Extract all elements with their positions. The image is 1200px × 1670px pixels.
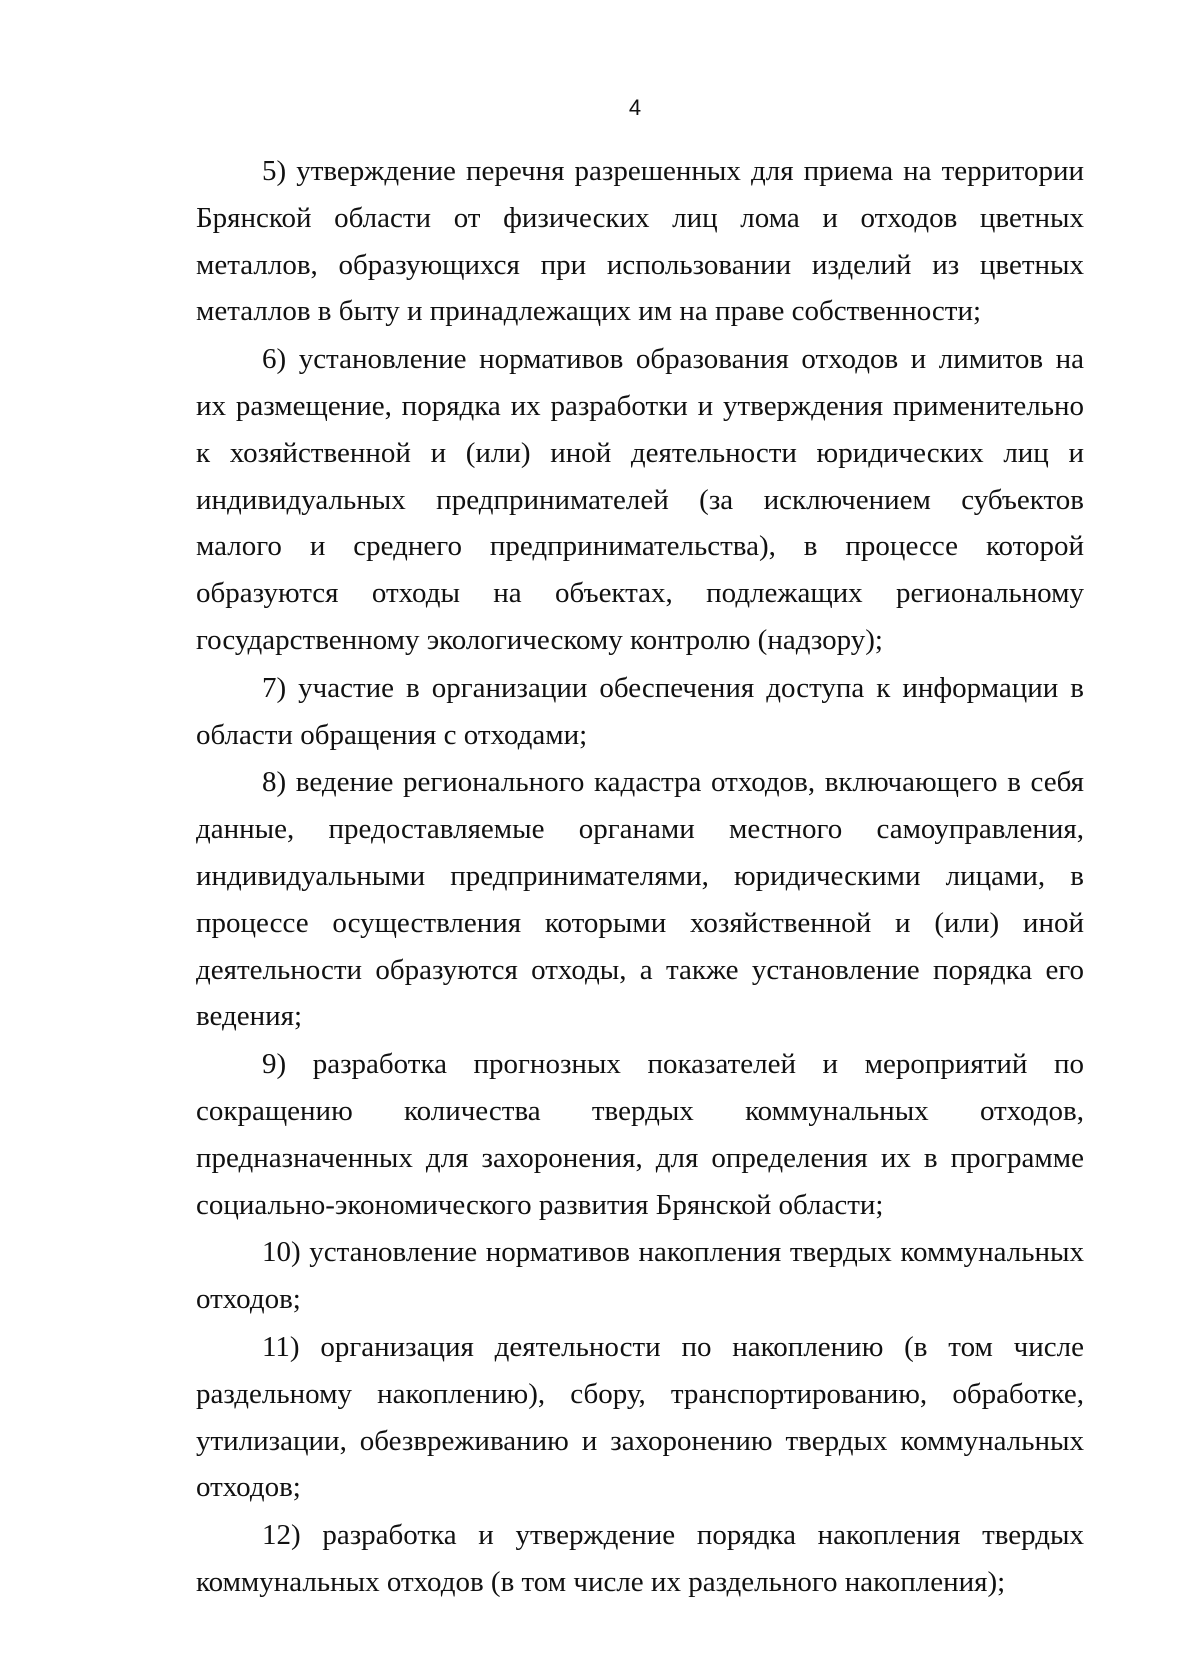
page-number: 4: [628, 95, 642, 120]
paragraph-item-10: 10) установление нормативов накопления твердых коммунальных отходов;: [196, 1236, 1084, 1316]
document-body: [196, 148, 1084, 1607]
paragraph-item-11: 11) организация деятельности по накоплению (в том числе раздельному накоплению), сбору, транспортированию, обработке, утилизации, обезвреживанию и захоронению твердых коммунальных отходов;: [196, 1330, 1084, 1504]
paragraph-item-12: 12) разработка и утверждение порядка накопления твердых коммунальных отходов (в том числе их раздельного накопления);: [196, 1519, 1084, 1598]
paragraph-item-7: 7) участие в организации обеспечения доступа к информации в области обращения с отходами;: [196, 671, 1084, 751]
paragraph-item-8: 8) ведение регионального кадастра отходов, включающего в себя данные, предоставляемые органами местного самоуправления, индивидуальными предпринимателями, юридическими лицами, в процессе осуществления которыми хозяйственной и (или) иной деятельности образуются отходы, а также установление порядка его ведения;: [196, 766, 1084, 1033]
paragraph-item-6: 6) установление нормативов образования отходов и лимитов на их размещение, порядка их разработки и утверждения применительно к хозяйственной и (или) иной деятельности юридических лиц и индивидуальных предпринимателей (за исключением субъектов малого и среднего предпринимательства), в процессе которой образуются отходы на объектах, подлежащих региональному государственному экологическому контролю (надзору);: [196, 343, 1084, 656]
paragraph-item-5: 5) утверждение перечня разрешенных для приема на территории Брянской области от физических лиц лома и отходов цветных металлов, образующихся при использовании изделий из цветных металлов в быту и принадлежащих им на праве собственности;: [196, 155, 1084, 328]
paragraph-item-9: 9) разработка прогнозных показателей и мероприятий по сокращению количества твердых коммунальных отходов, предназначенных для захоронения, для определения их в программе социально-экономического развития Брянской области;: [196, 1048, 1084, 1221]
